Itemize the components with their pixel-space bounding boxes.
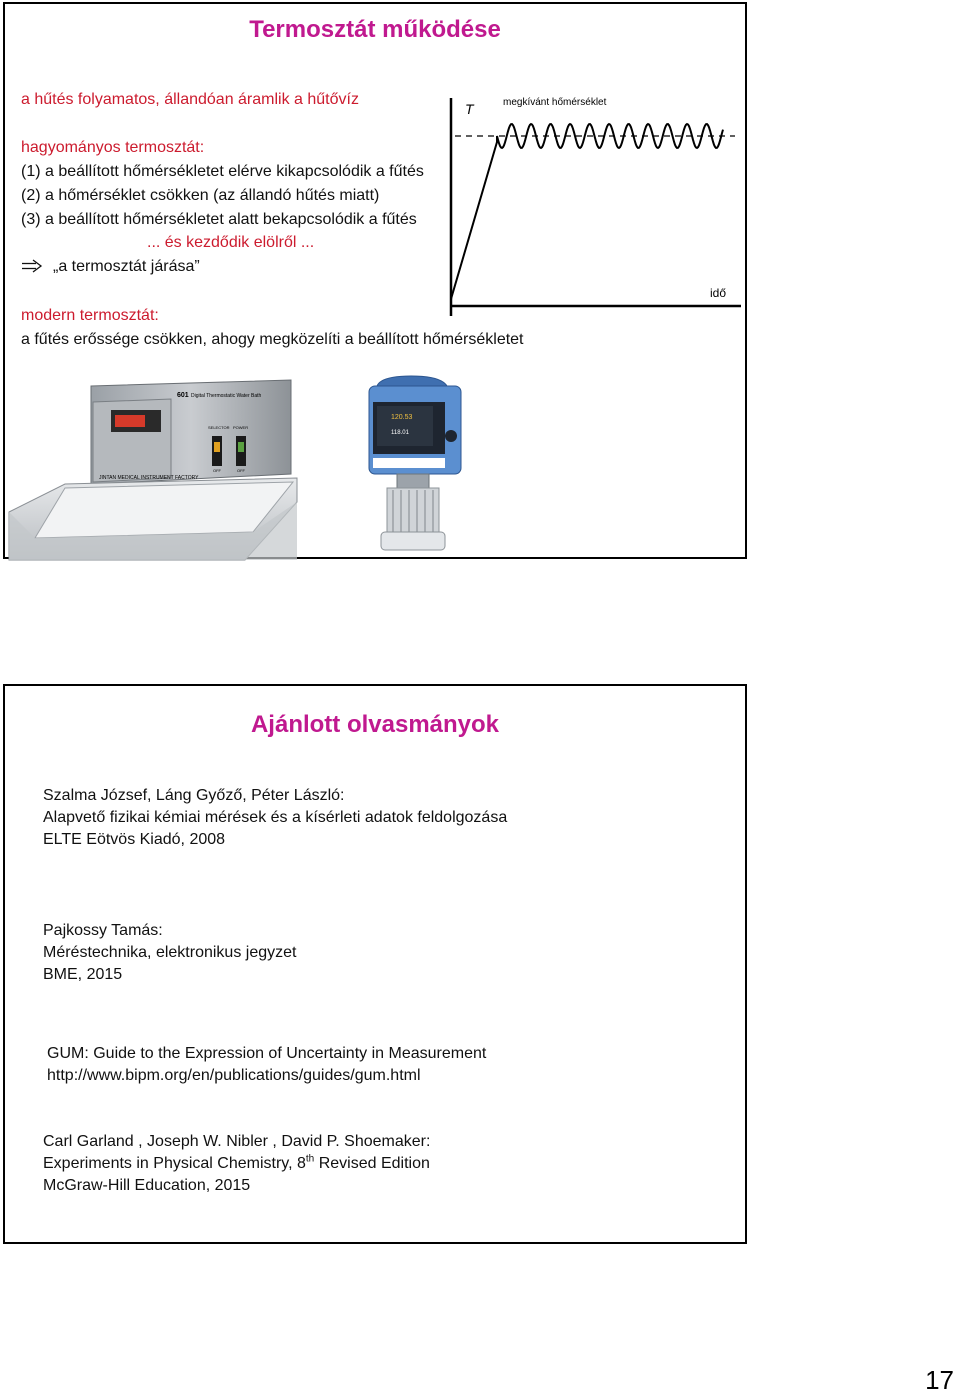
graph-x-label: idő [710,286,727,300]
page-number: 17 [925,1365,954,1395]
device-model-number: 601 [177,392,189,399]
reference-2-publisher: BME, 2015 [43,966,123,983]
step-2: (2) a hőmérséklet csökken (az állandó hűtés miatt) [21,187,380,204]
modern-line: a fűtés erőssége csökken, ahogy megközelíti a beállított hőmérsékletet [21,331,524,348]
reference-2 [43,920,296,986]
step-3: (3) a beállított hőmérsékletet alatt bekapcsolódik a fűtés [21,211,417,228]
reference-4-publisher: McGraw-Hill Education, 2015 [43,1177,251,1194]
slide-reading-list [3,684,747,1244]
display-value-2: 118.01 [391,430,409,436]
conclusion-text: „a termosztát járása” [53,258,200,275]
reference-3-title: GUM: Guide to the Expression of Uncertainty in Measurement [47,1045,487,1062]
slide-title: Ajánlott olvasmányok [250,711,500,738]
selector-knob-label: SELECTOR [208,425,230,430]
display-value-1: 120.53 [391,414,413,421]
reference-3 [47,1043,486,1087]
control-knob [445,430,457,442]
slide-title: Termosztát működése [249,16,501,43]
step-1: (1) a beállított hőmérsékletet elérve kikapcsolódik a fűtés [21,163,424,180]
implies-arrow-icon [21,257,43,277]
immersion-circulator-image [361,374,471,554]
reference-2-title: Méréstechnika, elektronikus jegyzet [43,944,297,961]
graph-y-label: T [465,101,474,117]
device-panel-title: Digital Thermostatic Water Bath [191,393,262,399]
slide-thermostat [3,2,747,559]
power-knob-label: POWER [233,425,249,430]
reference-4-authors: Carl Garland , Joseph W. Nibler , David P. Shoemaker: [43,1133,431,1150]
thermostat-graph [445,94,745,319]
power-off-label: OFF [237,468,245,473]
reference-1-title: Alapvető fizikai kémiai mérések és a kísérleti adatok feldolgozása [43,809,508,826]
cooling-line: a hűtés folyamatos, állandóan áramlik a hűtővíz [21,91,359,108]
traditional-heading: hagyományos termosztát: [21,139,205,156]
reference-2-authors: Pajkossy Tamás: [43,922,163,939]
restart-line: ... és kezdődik elölről ... [147,234,315,251]
water-bath-image [5,372,305,562]
reference-1-authors: Szalma József, Láng Győző, Péter László: [43,787,345,804]
reference-4-title-main: Experiments in Physical Chemistry, 8 [43,1155,306,1172]
reference-4-title-sup: th [305,1153,315,1165]
circulator-display [377,406,433,446]
reference-1 [43,785,507,851]
selector-off-label: OFF [213,468,221,473]
reference-1-publisher: ELTE Eötvös Kiadó, 2008 [43,831,226,848]
factory-label: JINTAN MEDICAL INSTRUMENT FACTORY [99,475,199,481]
modern-heading: modern termosztát: [21,307,159,324]
conclusion-line [21,257,200,277]
temperature-curve [451,124,723,299]
reference-3-url[interactable]: http://www.bipm.org/en/publications/guides/gum.html [47,1067,421,1084]
reference-4 [43,1131,430,1197]
graph-setpoint-label: megkívánt hőmérséklet [503,97,607,108]
reference-4-title [43,1153,430,1175]
reference-4-title-rest: Revised Edition [314,1155,430,1172]
